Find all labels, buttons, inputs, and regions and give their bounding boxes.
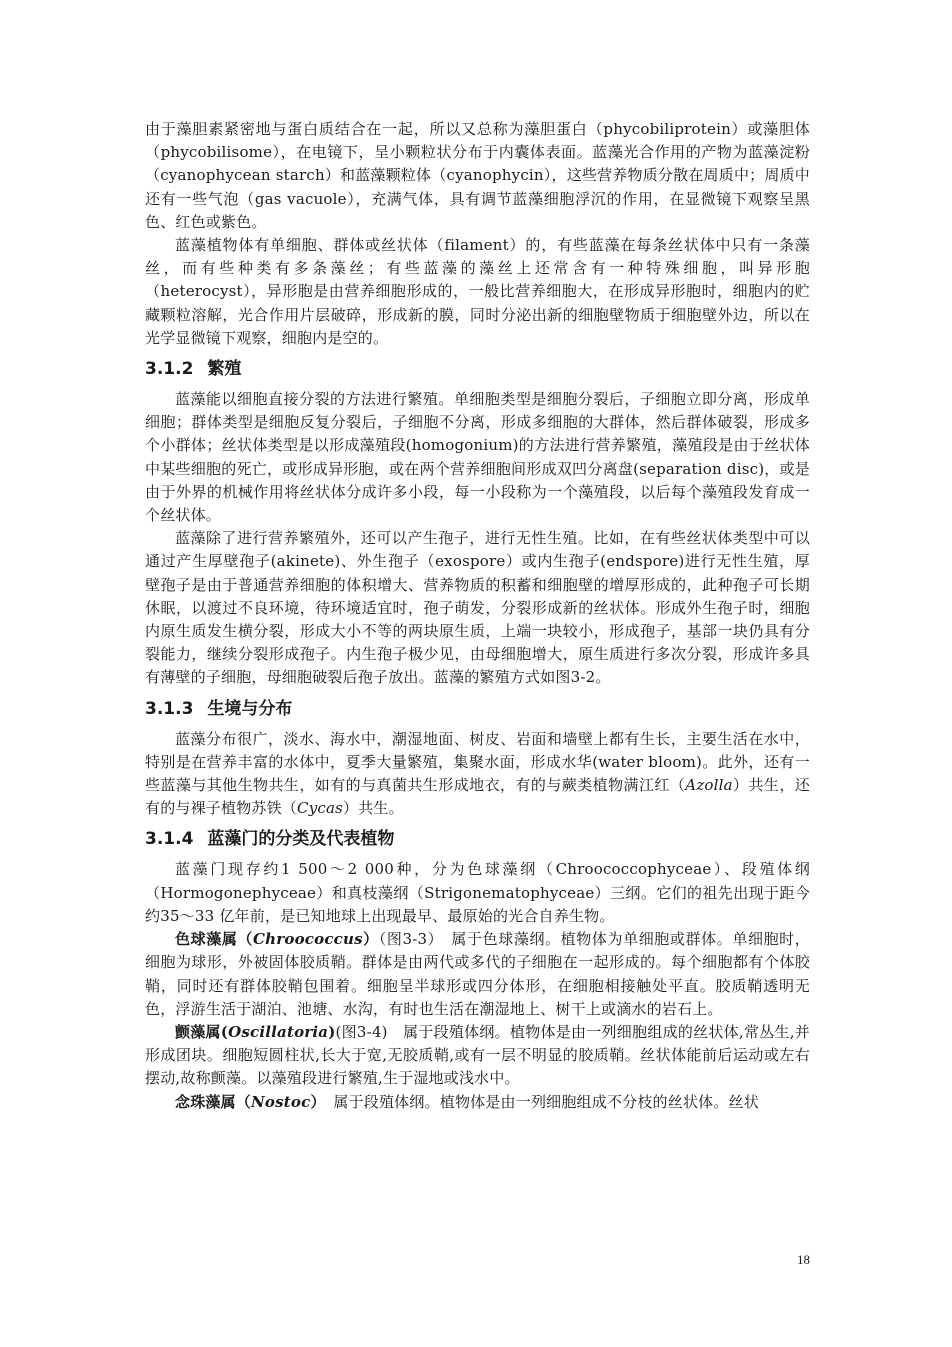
paragraph: [145, 1021, 810, 1091]
genus-name: 色球藻属（: [175, 930, 254, 949]
section-title: 蓝藻门的分类及代表植物: [207, 829, 395, 850]
latin-name: Azolla: [685, 776, 733, 795]
genus-name: 念珠藻属（: [175, 1092, 252, 1111]
paragraph: [145, 928, 810, 1021]
genus-name-close: ）: [310, 1092, 319, 1111]
paragraph: [145, 1091, 810, 1114]
section-title: 繁殖: [207, 359, 242, 380]
section-title: 生境与分布: [207, 698, 293, 719]
latin-name: Chroococcus: [253, 930, 363, 949]
text-run: (图3-4) 属于段殖体纲。植物体是由一列细胞组成的丝状体,常丛生,并形成团块。细胞短圆柱状,长大于宽,无胶质鞘,或有一层不明显的胶质鞘。丝状体能前后运动或左右摆动,故称颤藻。以藻殖段进行繁殖,生于湿地或浅水中。: [145, 1022, 810, 1088]
text-run: （图3-3） 属于色球藻纲。植物体为单细胞或群体。单细胞时，细胞为球形，外被固体胶质鞘。群体是由两代或多代的子细胞在一起形成的。每个细胞都有个体胶鞘，同时还有群体胶鞘包围着。细胞呈半球形或四分体形，在细胞相接触处平直。胶质鞘透明无色，浮游生活于湖泊、池塘、水沟，有时也生活在潮湿地上、树干上或滴水的岩石上。: [145, 930, 810, 1018]
genus-name-close: ）: [362, 930, 379, 949]
paragraph: 蓝藻门现存约1 500～2 000种，分为色球藻纲（Chroococcophyceae）、段殖体纲（Hormogonephyceae）和真枝藻纲（Strigonematophyceae）三纲。它们的祖先出现于距今约35～33 亿年前，是已知地球上出现最早、最原始的光合自养生物。: [145, 860, 810, 925]
genus-name: 颤藻属(: [175, 1022, 229, 1041]
latin-name: Nostoc: [251, 1092, 311, 1111]
latin-name: Cycas: [297, 799, 344, 818]
section-heading: [145, 826, 810, 852]
paragraph: 由于藻胆素紧密地与蛋白质结合在一起，所以又总称为藻胆蛋白（phycobiliprotein）或藻胆体（phycobilisome），在电镜下，呈小颗粒状分布于内囊体表面。蓝藻光合作用的产物为蓝藻淀粉（cyanophycean starch）和蓝藻颗粒体（cyanophycin），这些营养物质分散在周质中；周质中还有一些气泡（gas vacuole），充满气体，具有调节蓝藻细胞浮沉的作用，在显微镜下观察呈黑色、红色或紫色。: [145, 120, 810, 231]
paragraph: 蓝藻能以细胞直接分裂的方法进行繁殖。单细胞类型是细胞分裂后，子细胞立即分离，形成单细胞；群体类型是细胞反复分裂后，子细胞不分离，形成多细胞的大群体，然后群体破裂，形成多个小群体；丝状体类型是以形成藻殖段(homogonium)的方法进行营养繁殖，藻殖段是由于丝状体中某些细胞的死亡，或形成异形胞，或在两个营养细胞间形成双凹分离盘(separation disc)，或是由于外界的机械作用将丝状体分成许多小段，每一小段称为一个藻殖段，以后每个藻殖段发育成一个丝状体。: [145, 390, 810, 525]
text-run: 蓝藻分布很广，淡水、海水中，潮湿地面、树皮、岩面和墙壁上都有生长，主要生活在水中，特别是在营养丰富的水体中，夏季大量繁殖，集聚水面，形成水华(water bloom)。此外，还有一些蓝藻与其他生物共生，如有的与真菌共生形成地衣，有的与蕨类植物满江红（: [145, 729, 810, 795]
section-number: 3.1.3: [145, 698, 194, 719]
section-number: 3.1.2: [145, 359, 194, 380]
text-run: 属于段殖体纲。植物体是由一列细胞组成不分枝的丝状体。丝状: [318, 1092, 759, 1111]
section-heading: [145, 356, 810, 382]
paragraph: [145, 728, 810, 821]
page-body: [145, 118, 810, 1114]
paragraph: 蓝藻除了进行营养繁殖外，还可以产生孢子，进行无性生殖。比如，在有些丝状体类型中可以通过产生厚壁孢子(akinete)、外生孢子（exospore）或内生孢子(endspore)进行无性生殖，厚壁孢子是由于普通营养细胞的体积增大、营养物质的积蓄和细胞壁的增厚形成的，此种孢子可长期休眠，以渡过不良环境，待环境适宜时，孢子萌发，分裂形成新的丝状体。形成外生孢子时，细胞内原生质发生横分裂，形成大小不等的两块原生质，上端一块较小，形成孢子，基部一块仍具有分裂能力，继续分裂形成孢子。内生孢子极少见，由母细胞增大，原生质进行多次分裂，形成许多具有薄壁的子细胞，母细胞破裂后孢子放出。蓝藻的繁殖方式如图3-2。: [145, 529, 810, 687]
latin-name: Oscillatoria: [228, 1022, 329, 1041]
section-number: 3.1.4: [145, 829, 194, 850]
genus-name-close: ): [328, 1022, 336, 1041]
section-heading: [145, 696, 810, 722]
paragraph: 蓝藻植物体有单细胞、群体或丝状体（filament）的，有些蓝藻在每条丝状体中只有一条藻丝，而有些种类有多条藻丝；有些蓝藻的藻丝上还常含有一种特殊细胞，叫异形胞（heterocyst），异形胞是由营养细胞形成的，一般比营养细胞大，在形成异形胞时，细胞内的贮藏颗粒溶解，光合作用片层破碎，形成新的膜，同时分泌出新的细胞壁物质于细胞壁外边，所以在光学显微镜下观察，细胞内是空的。: [145, 236, 810, 347]
page-number: 18: [797, 1252, 810, 1267]
text-run: ）共生。: [343, 799, 404, 818]
text-run: ）共生，还有的与裸子植物苏铁（: [145, 776, 810, 818]
